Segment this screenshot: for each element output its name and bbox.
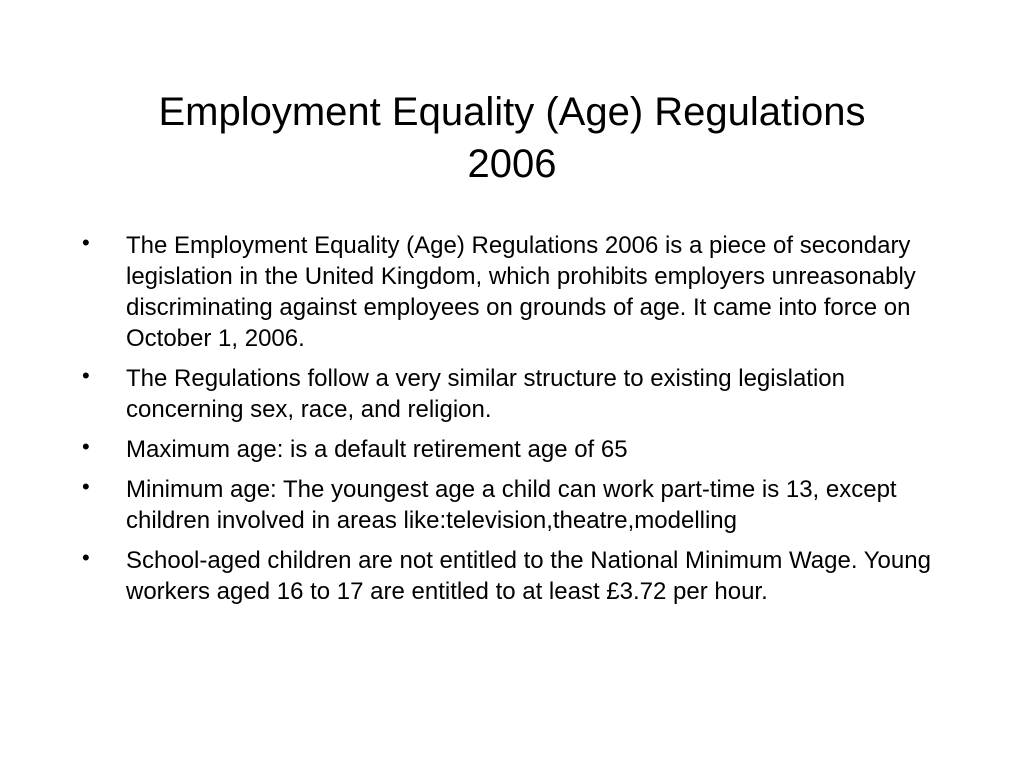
- bullet-icon: •: [82, 545, 90, 570]
- bullet-item: [78, 230, 958, 354]
- bullet-icon: •: [82, 363, 90, 388]
- bullet-icon: •: [82, 434, 90, 459]
- bullet-text: Minimum age: The youngest age a child can work part-time is 13, except children involved in areas like:television,theatre,modelling: [126, 476, 897, 534]
- bullet-item: [78, 474, 958, 536]
- bullet-text: The Regulations follow a very similar structure to existing legislation concerning sex, race, and religion.: [126, 365, 845, 423]
- bullet-icon: •: [82, 474, 90, 499]
- slide-title: [100, 86, 924, 190]
- slide-title-line-1: Employment Equality (Age) Regulations: [158, 90, 866, 134]
- bullet-text: School-aged children are not entitled to the National Minimum Wage. Young workers aged 16 to 17 are entitled to at least £3.72 per hour.: [126, 547, 931, 605]
- bullet-text: The Employment Equality (Age) Regulations 2006 is a piece of secondary legislation in the United Kingdom, which prohibits employers unreasonably discriminating against employees on grounds of age. It came into force on October 1, 2006.: [126, 232, 916, 352]
- bullet-item: [78, 363, 958, 425]
- bullet-text: Maximum age: is a default retirement age of 65: [126, 436, 628, 463]
- bullet-item: [78, 434, 958, 465]
- bullet-icon: •: [82, 230, 90, 255]
- bullet-list: [78, 230, 958, 616]
- slide-title-line-2: 2006: [467, 142, 557, 186]
- bullet-item: [78, 545, 958, 607]
